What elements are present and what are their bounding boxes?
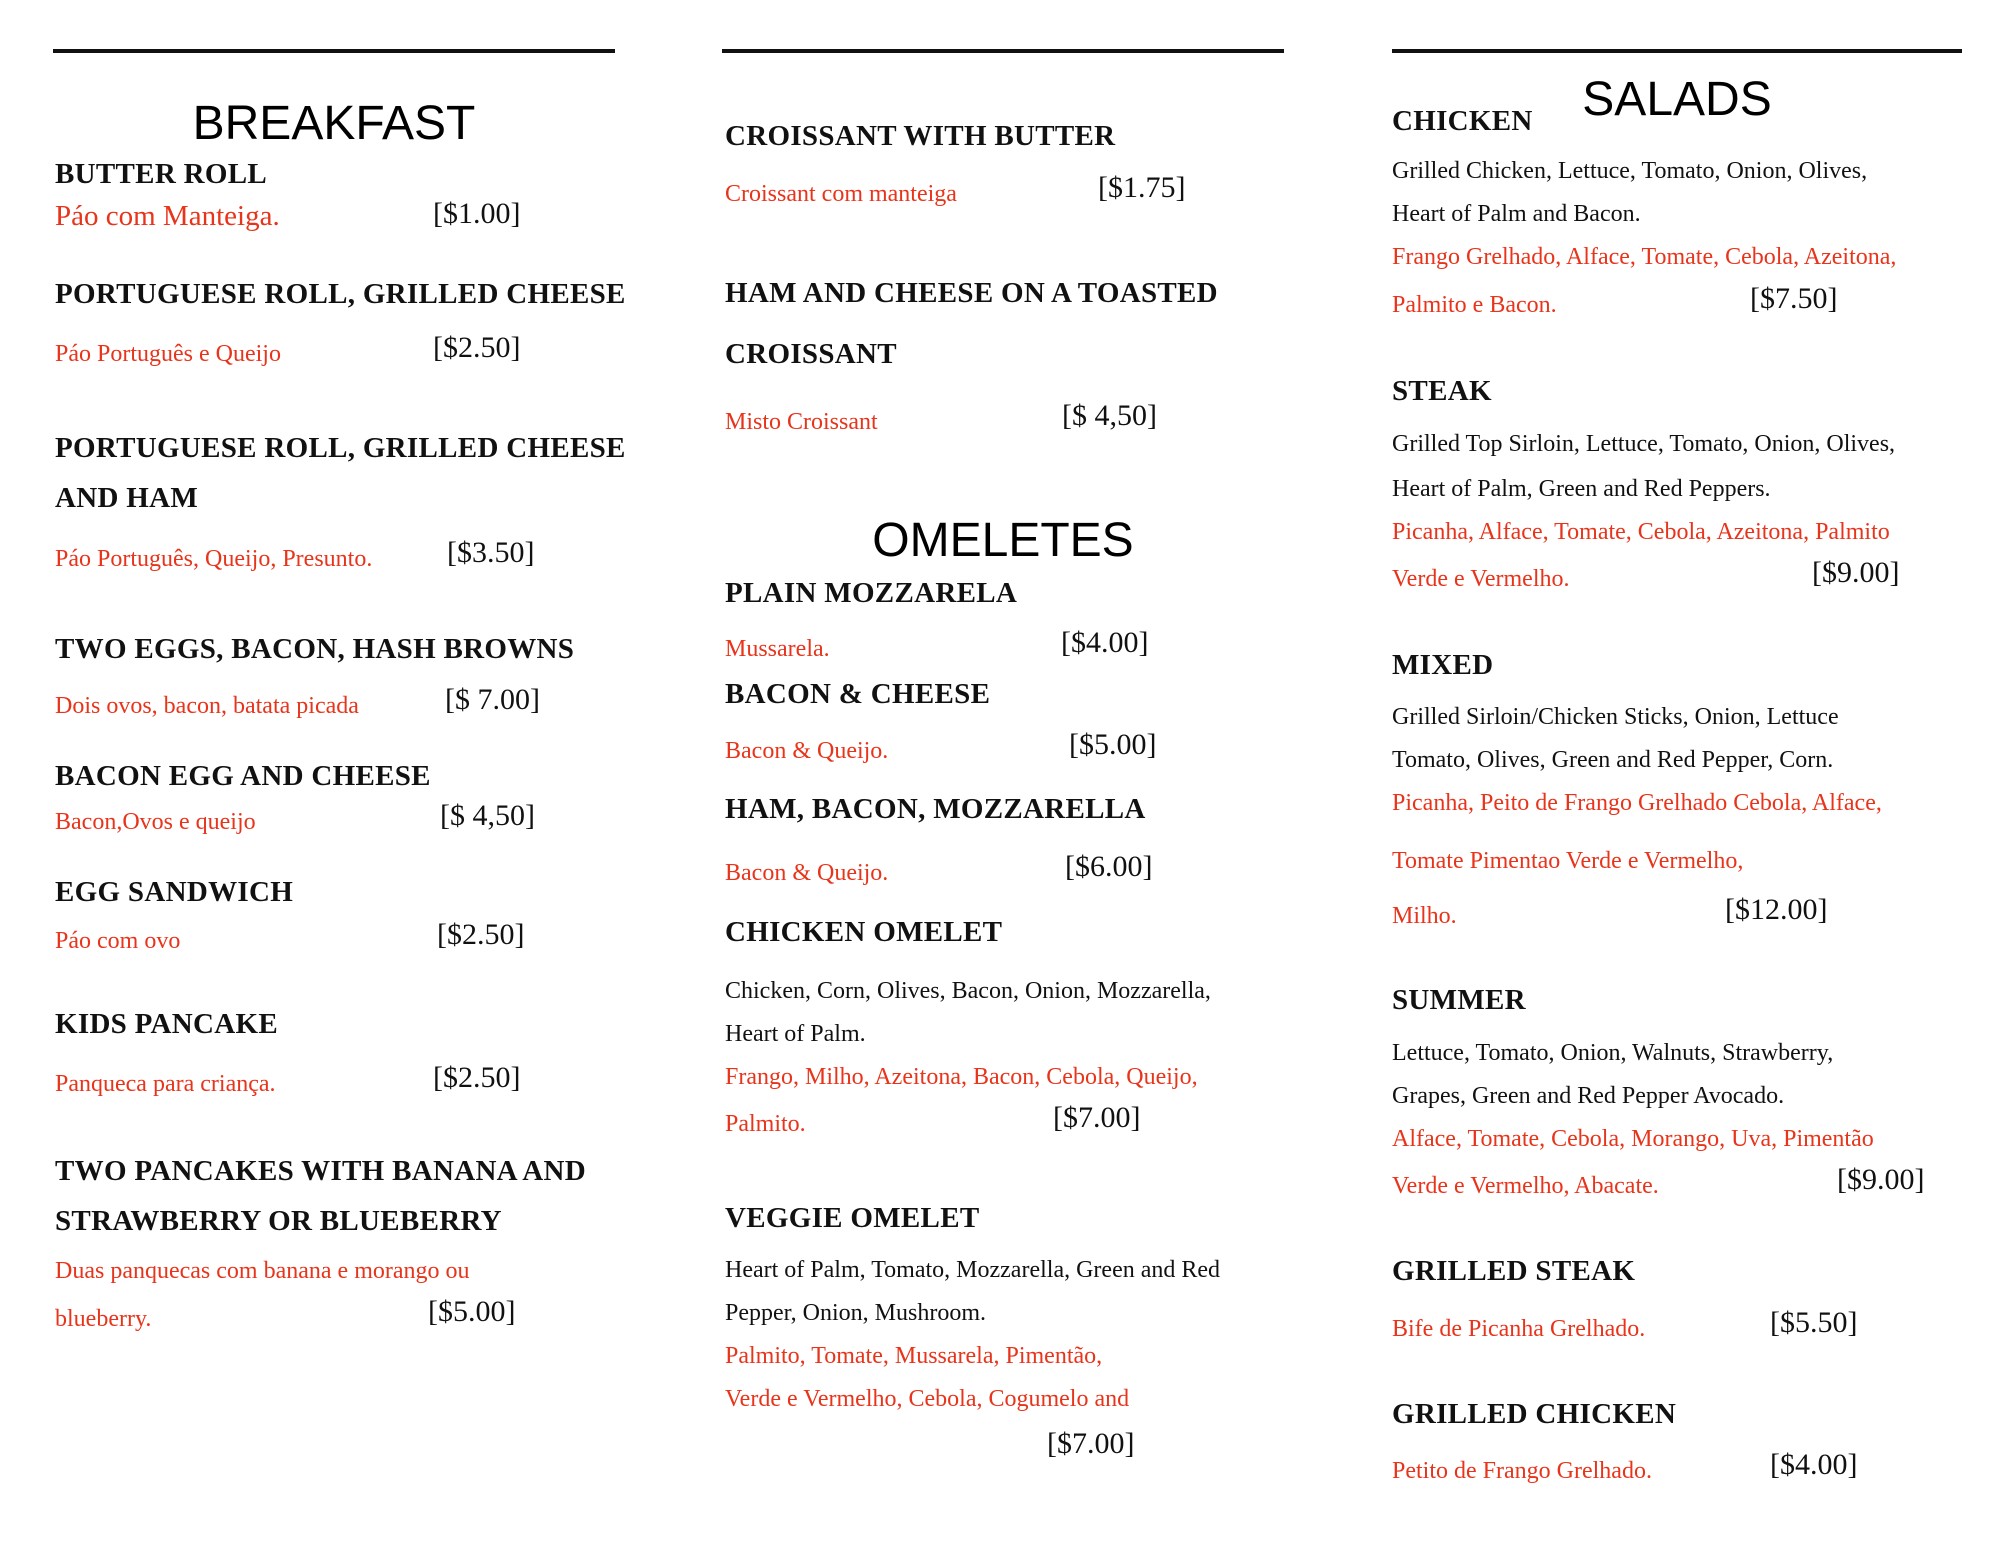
item-description: Tomato, Olives, Green and Red Pepper, Corn. bbox=[1392, 747, 1834, 773]
item-price: [$1.00] bbox=[433, 197, 521, 230]
item-portuguese-text: Bife de Picanha Grelhado. bbox=[1392, 1316, 1646, 1342]
item-price: [$2.50] bbox=[437, 918, 525, 951]
item-title: BACON EGG AND CHEESE bbox=[55, 760, 431, 792]
item-price: [$7.50] bbox=[1750, 282, 1838, 315]
item-description: Heart of Palm. bbox=[725, 1021, 866, 1047]
item-portuguese-text: Bacon,Ovos e queijo bbox=[55, 809, 256, 835]
item-price: [$6.00] bbox=[1065, 850, 1153, 883]
item-description: Heart of Palm, Green and Red Peppers. bbox=[1392, 476, 1771, 502]
item-title: EGG SANDWICH bbox=[55, 876, 294, 908]
item-portuguese-text: Páo Português, Queijo, Presunto. bbox=[55, 546, 373, 572]
item-description: Grilled Chicken, Lettuce, Tomato, Onion, Olives, bbox=[1392, 158, 1868, 184]
item-portuguese-text: Alface, Tomate, Cebola, Morango, Uva, Pimentão bbox=[1392, 1126, 1874, 1152]
item-portuguese-text: Verde e Vermelho, Cebola, Cogumelo and bbox=[725, 1386, 1130, 1412]
item-title: TWO PANCAKES WITH BANANA AND bbox=[55, 1155, 587, 1187]
item-title: PORTUGUESE ROLL, GRILLED CHEESE bbox=[55, 432, 626, 464]
item-price: [$ 4,50] bbox=[1062, 399, 1157, 432]
item-portuguese-text: Duas panquecas com banana e morango ou bbox=[55, 1258, 470, 1284]
item-price: [$ 4,50] bbox=[440, 799, 535, 832]
item-portuguese-text: Milho. bbox=[1392, 903, 1457, 929]
item-portuguese-text: Dois ovos, bacon, batata picada bbox=[55, 693, 359, 719]
item-portuguese-text: Picanha, Peito de Frango Grelhado Cebola, Alface, bbox=[1392, 790, 1882, 816]
item-price: [$2.50] bbox=[433, 1061, 521, 1094]
item-title: CROISSANT WITH BUTTER bbox=[725, 120, 1116, 152]
item-title: SUMMER bbox=[1392, 984, 1526, 1016]
item-portuguese-text: Mussarela. bbox=[725, 636, 830, 662]
item-title: CROISSANT bbox=[725, 338, 897, 370]
item-price: [$3.50] bbox=[447, 536, 535, 569]
item-portuguese-text: Páo com Manteiga. bbox=[55, 200, 280, 232]
item-description: Pepper, Onion, Mushroom. bbox=[725, 1300, 987, 1326]
item-portuguese-text: Verde e Vermelho. bbox=[1392, 566, 1570, 592]
item-description: Grilled Top Sirloin, Lettuce, Tomato, Onion, Olives, bbox=[1392, 431, 1896, 457]
item-description: Heart of Palm, Tomato, Mozzarella, Green and Red bbox=[725, 1257, 1221, 1283]
item-description: Heart of Palm and Bacon. bbox=[1392, 201, 1641, 227]
item-description: Grilled Sirloin/Chicken Sticks, Onion, Lettuce bbox=[1392, 704, 1839, 730]
column-divider-rule-salads bbox=[1392, 49, 1962, 53]
item-price: [$4.00] bbox=[1770, 1448, 1858, 1481]
item-title: PLAIN MOZZARELA bbox=[725, 577, 1018, 609]
item-portuguese-text: Bacon & Queijo. bbox=[725, 860, 889, 886]
item-portuguese-text: Picanha, Alface, Tomate, Cebola, Azeitona, Palmito bbox=[1392, 519, 1890, 545]
omeletes-heading: OMELETES bbox=[872, 514, 1134, 567]
item-title: BUTTER ROLL bbox=[55, 158, 267, 190]
item-title: VEGGIE OMELET bbox=[725, 1202, 980, 1234]
item-portuguese-text: Misto Croissant bbox=[725, 409, 878, 435]
item-title: STEAK bbox=[1392, 375, 1492, 407]
item-portuguese-text: Panqueca para criança. bbox=[55, 1071, 276, 1097]
item-price: [$1.75] bbox=[1098, 171, 1186, 204]
item-title: GRILLED CHICKEN bbox=[1392, 1398, 1677, 1430]
item-portuguese-text: Páo Português e Queijo bbox=[55, 341, 281, 367]
item-portuguese-text: Páo com ovo bbox=[55, 928, 181, 954]
item-title: GRILLED STEAK bbox=[1392, 1255, 1636, 1287]
item-portuguese-text: Palmito e Bacon. bbox=[1392, 292, 1557, 318]
item-portuguese-text: Bacon & Queijo. bbox=[725, 738, 889, 764]
item-title: HAM AND CHEESE ON A TOASTED bbox=[725, 277, 1218, 309]
item-description: Chicken, Corn, Olives, Bacon, Onion, Mozzarella, bbox=[725, 978, 1211, 1004]
item-portuguese-text: Petito de Frango Grelhado. bbox=[1392, 1458, 1652, 1484]
item-title: BACON & CHEESE bbox=[725, 678, 991, 710]
item-portuguese-text: Tomate Pimentao Verde e Vermelho, bbox=[1392, 848, 1744, 874]
item-price: [$5.00] bbox=[428, 1295, 516, 1328]
item-price: [$12.00] bbox=[1725, 893, 1828, 926]
item-title: AND HAM bbox=[55, 482, 199, 514]
item-title: STRAWBERRY OR BLUEBERRY bbox=[55, 1205, 502, 1237]
item-price: [$4.00] bbox=[1061, 626, 1149, 659]
item-price: [$9.00] bbox=[1837, 1163, 1925, 1196]
breakfast-heading: BREAKFAST bbox=[192, 97, 476, 150]
item-title: MIXED bbox=[1392, 649, 1494, 681]
item-title: CHICKEN bbox=[1392, 105, 1533, 137]
item-price: [$5.00] bbox=[1069, 728, 1157, 761]
item-portuguese-text: Verde e Vermelho, Abacate. bbox=[1392, 1173, 1659, 1199]
item-price: [$7.00] bbox=[1053, 1101, 1141, 1134]
item-portuguese-text: Palmito. bbox=[725, 1111, 806, 1137]
item-portuguese-text: blueberry. bbox=[55, 1306, 152, 1332]
item-price: [$7.00] bbox=[1047, 1427, 1135, 1460]
item-title: TWO EGGS, BACON, HASH BROWNS bbox=[55, 633, 575, 665]
item-price: [$9.00] bbox=[1812, 556, 1900, 589]
item-portuguese-text: Palmito, Tomate, Mussarela, Pimentão, bbox=[725, 1343, 1103, 1369]
item-portuguese-text: Frango, Milho, Azeitona, Bacon, Cebola, Queijo, bbox=[725, 1064, 1198, 1090]
item-description: Grapes, Green and Red Pepper Avocado. bbox=[1392, 1083, 1785, 1109]
item-title: CHICKEN OMELET bbox=[725, 916, 1003, 948]
item-portuguese-text: Frango Grelhado, Alface, Tomate, Cebola, Azeitona, bbox=[1392, 244, 1897, 270]
item-title: KIDS PANCAKE bbox=[55, 1008, 278, 1040]
item-price: [$5.50] bbox=[1770, 1306, 1858, 1339]
item-title: PORTUGUESE ROLL, GRILLED CHEESE bbox=[55, 278, 626, 310]
item-price: [$ 7.00] bbox=[445, 683, 540, 716]
column-divider-rule-middle bbox=[722, 49, 1284, 53]
column-divider-rule-breakfast bbox=[53, 49, 615, 53]
salads-heading: SALADS bbox=[1582, 73, 1772, 126]
item-title: HAM, BACON, MOZZARELLA bbox=[725, 793, 1146, 825]
item-portuguese-text: Croissant com manteiga bbox=[725, 181, 957, 207]
item-description: Lettuce, Tomato, Onion, Walnuts, Strawberry, bbox=[1392, 1040, 1834, 1066]
item-price: [$2.50] bbox=[433, 331, 521, 364]
